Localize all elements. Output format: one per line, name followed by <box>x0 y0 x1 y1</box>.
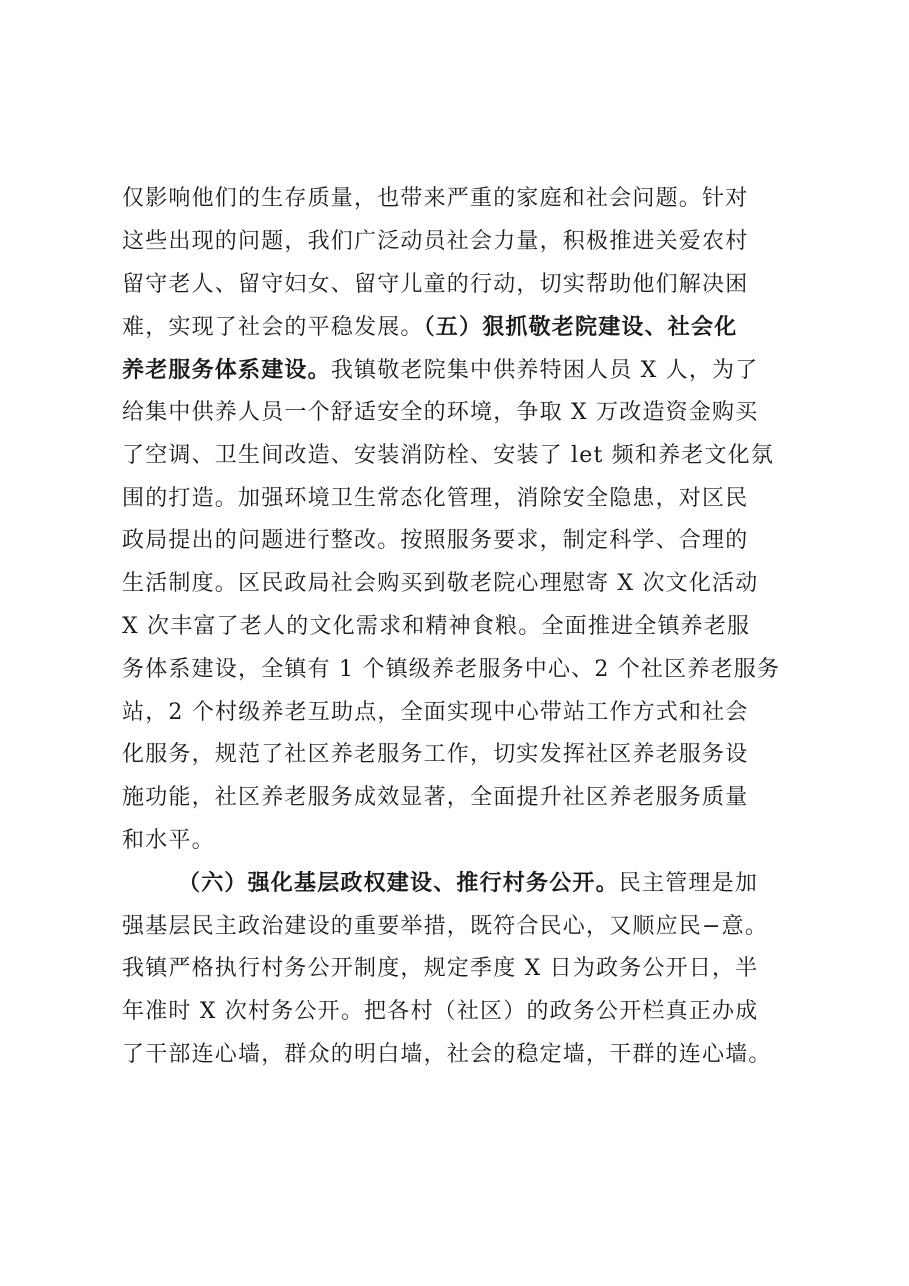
text-segment: 难，实现了社会的平稳发展。 <box>122 315 424 341</box>
text-segment: 生活制度。区民政局社会购买到敬老院心理慰寄 X 次文化活动 <box>122 571 759 597</box>
text-line <box>122 820 812 863</box>
text-line <box>122 692 812 735</box>
text-line <box>122 306 812 349</box>
text-segment: 政局提出的问题进行整改。按照服务要求，制定科学、合理的 <box>122 528 749 554</box>
text-line <box>122 264 812 307</box>
text-line <box>122 906 812 949</box>
text-line <box>122 948 812 991</box>
text-line <box>122 392 812 435</box>
text-segment: 给集中供养人员一个舒适安全的环境，争取 X 万改造资金购买 <box>122 399 759 425</box>
body-text <box>122 178 812 1077</box>
text-line <box>122 520 812 563</box>
text-segment: 围的打造。加强环境卫生常态化管理，消除安全隐患，对区民 <box>122 485 749 511</box>
text-segment: 和水平。 <box>122 827 215 853</box>
text-segment: 站，2 个村级养老互助点，全面实现中心带站工作方式和社会 <box>122 699 749 725</box>
text-segment: 务体系建设，全镇有 1 个镇级养老服务中心、2 个社区养老服务 <box>122 656 781 682</box>
text-line <box>122 1034 812 1077</box>
text-line <box>122 478 812 521</box>
text-segment: 了干部连心墙，群众的明白墙，社会的稳定墙，干群的连心墙。 <box>122 1041 772 1067</box>
text-segment: X 次丰富了老人的文化需求和精神食粮。全面推进全镇养老服 <box>122 613 751 639</box>
text-line <box>122 606 812 649</box>
text-line <box>122 863 812 906</box>
text-segment: 留守老人、留守妇女、留守儿童的行动，切实帮助他们解决困 <box>122 271 749 297</box>
bold-text-segment: 养老服务体系建设。 <box>122 357 331 384</box>
text-line <box>122 991 812 1034</box>
text-segment: 我镇严格执行村务公开制度，规定季度 X 日为政务公开日，半 <box>122 956 759 982</box>
text-line <box>122 349 812 392</box>
text-segment: 化服务，规范了社区养老服务工作，切实发挥社区养老服务设 <box>122 742 749 768</box>
bold-text-segment: （五）狠抓敬老院建设、社会化 <box>423 314 738 341</box>
text-line <box>122 178 812 221</box>
bold-text-segment: （六）强化基层政权建设、推行村务公开。 <box>178 870 619 896</box>
text-segment: 我镇敬老院集中供养特困人员 X 人，为了 <box>330 358 759 384</box>
text-line <box>122 777 812 820</box>
text-segment: 施功能，社区养老服务成效显著，全面提升社区养老服务质量 <box>122 785 749 811</box>
text-segment: 仅影响他们的生存质量，也带来严重的家庭和社会问题。针对 <box>122 186 749 211</box>
text-segment: 强基层民主政治建设的重要举措，既符合民心，又顺应民−意。 <box>122 913 769 939</box>
text-line <box>122 221 812 264</box>
text-segment: 这些出现的问题，我们广泛动员社会力量，积极推进关爱农村 <box>122 228 749 254</box>
text-line <box>122 734 812 777</box>
text-segment: 年准时 X 次村务公开。把各村（社区）的政务公开栏真正办成 <box>122 999 759 1025</box>
text-segment: 了空调、卫生间改造、安装消防栓、安装了 let 频和养老文化氛 <box>122 442 775 468</box>
text-line <box>122 563 812 606</box>
text-segment: 民主管理是加 <box>618 870 759 896</box>
text-line <box>122 649 812 692</box>
text-line <box>122 435 812 478</box>
